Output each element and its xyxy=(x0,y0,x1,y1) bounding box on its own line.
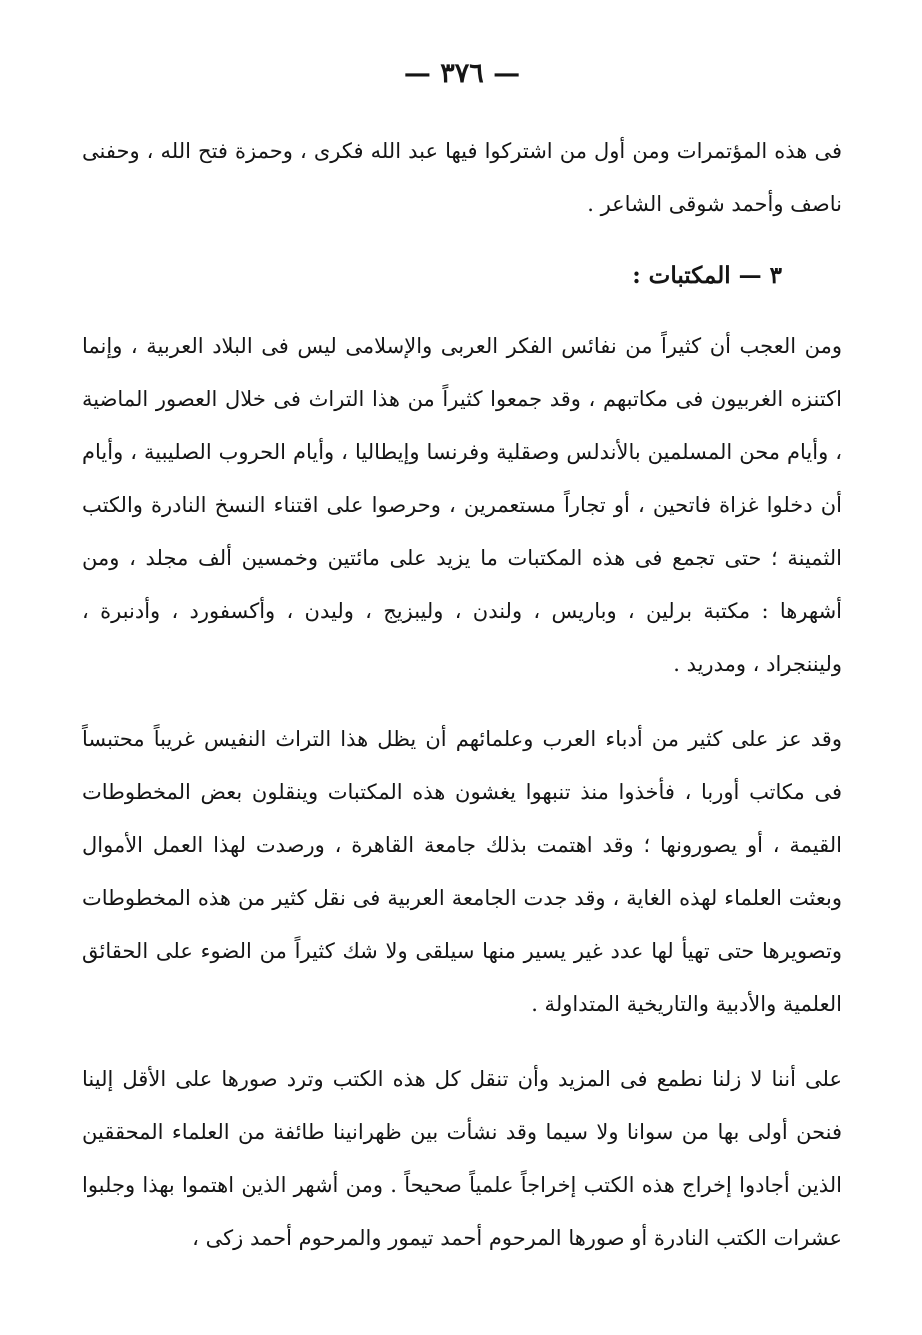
paragraph-scholars: وقد عز على كثير من أدباء العرب وعلمائهم أن يظل هذا التراث النفيس غريباً محتبساً فى مكاتب أوربا ، فأخذوا منذ تنبهوا يغشون هذه المكتبات وينقلون بعض المخطوطات القيمة ، أو يصورونها ؛ وقد اهتمت بذلك جامعة القاهرة ، ورصدت لهذا العمل الأموال وبعثت العلماء لهذه الغاية ، وقد جدت الجامعة العربية فى نقل كثير من هذه المخطوطات وتصويرها حتى تهيأ لها عدد غير يسير منها سيلقى ولا شك كثيراً من الضوء على الحقائق العلمية والأدبية والتاريخية المتداولة . xyxy=(82,727,842,1016)
paragraph-intro: فى هذه المؤتمرات ومن أول من اشتركوا فيها عبد الله فكرى ، وحمزة فتح الله ، وحفنى ناصف وأحمد شوقى الشاعر . xyxy=(82,139,842,216)
section-heading: ٣ — المكتبات : xyxy=(632,262,782,289)
paragraph-aspirations: على أننا لا زلنا نطمع فى المزيد وأن تنقل كل هذه الكتب وترد صورها على الأقل إلينا فنحن أولى بها من سوانا ولا سيما وقد نشأت بين ظهرانينا طائفة من العلماء المحققين الذين أجادوا إخراج هذه الكتب إخراجاً علمياً صحيحاً . ومن أشهر الذين اهتموا بهذا وجلبوا عشرات الكتب النادرة أو صورها المرحوم أحمد تيمور والمرحوم أحمد زكى ، xyxy=(82,1067,842,1250)
paragraph-libraries: ومن العجب أن كثيراً من نفائس الفكر العربى والإسلامى ليس فى البلاد العربية ، وإنما اكتنزه الغربيون فى مكاتبهم ، وقد جمعوا كثيراً من هذا التراث فى خلال العصور الماضية ، وأيام محن المسلمين بالأندلس وصقلية وفرنسا وإيطاليا ، وأيام الحروب الصليبية ، وأيام أن دخلوا غزاة فاتحين ، أو تجاراً مستعمرين ، وحرصوا على اقتناء النسخ النادرة والكتب الثمينة ؛ حتى تجمع فى هذه المكتبات ما يزيد على مائتين وخمسين ألف مجلد ، ومن أشهرها : مكتبة برلين ، وباريس ، ولندن ، وليبزيج ، وليدن ، وأكسفورد ، وأدنبرة ، وليننجراد ، ومدريد . xyxy=(82,334,842,676)
page-number: — ٣٧٦ — xyxy=(403,58,521,89)
